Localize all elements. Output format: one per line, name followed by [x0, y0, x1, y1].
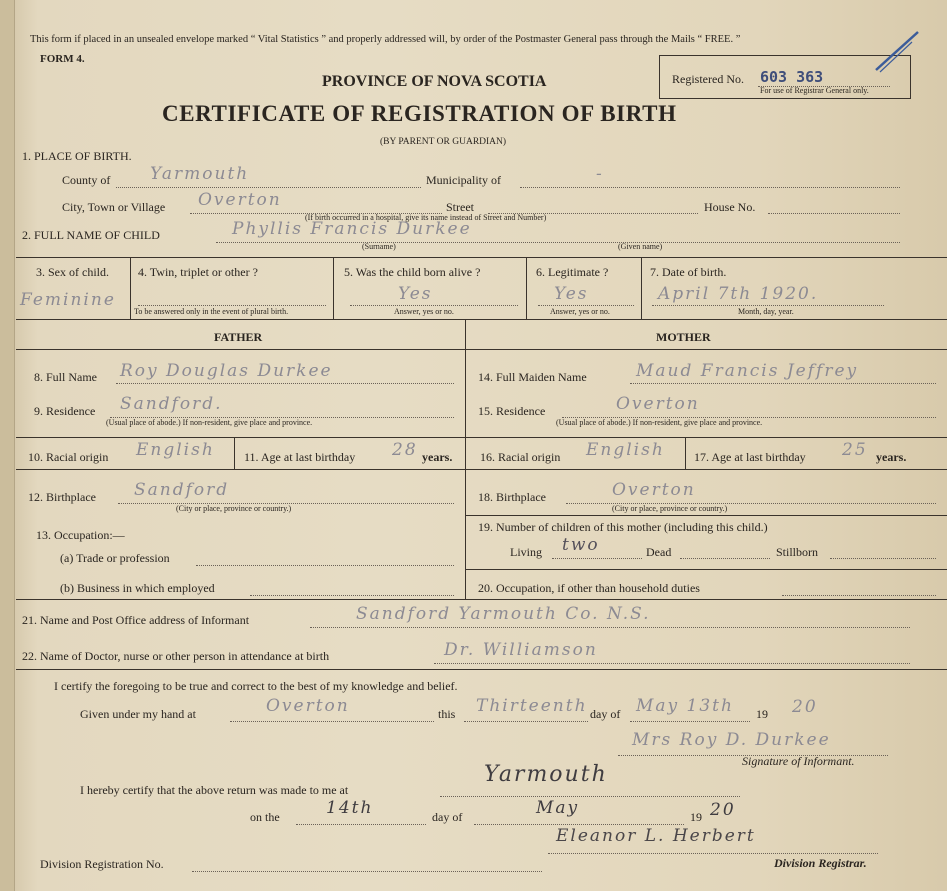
registrar-day-line — [296, 824, 426, 825]
mother-residence-note: (Usual place of abode.) If non-resident, give place and province. — [556, 418, 763, 427]
col-divider-4 — [641, 257, 642, 319]
month-line — [630, 721, 750, 722]
registrar-year-prefix: 19 — [690, 810, 702, 824]
division-registrar-label: Division Registrar. — [774, 856, 867, 870]
informant-line — [310, 627, 910, 628]
father-birthplace-value: Sandford — [134, 480, 230, 500]
this-line — [464, 721, 588, 722]
registrar-signature-line — [548, 853, 878, 854]
child-name-line — [216, 242, 900, 243]
mother-occupation-line — [782, 595, 936, 596]
given-label: Given under my hand at — [80, 707, 196, 721]
dead-line — [680, 558, 770, 559]
twin-line — [138, 305, 326, 306]
registrar-place-line — [440, 796, 740, 797]
city-value: Overton — [198, 190, 282, 210]
twin-note: To be answered only in the event of plural birth. — [134, 307, 289, 316]
col-divider-2 — [333, 257, 334, 319]
mother-age-divider — [685, 437, 686, 469]
living-label: Living — [510, 545, 542, 559]
date-value: April 7th 1920. — [658, 284, 819, 304]
street-label: Street — [446, 200, 474, 214]
father-business-label: (b) Business in which employed — [60, 581, 215, 595]
given-place-line — [230, 721, 434, 722]
father-racial-label: 10. Racial origin — [28, 450, 109, 464]
informant-signature-label: Signature of Informant. — [742, 754, 855, 768]
mother-heading: MOTHER — [656, 330, 711, 344]
registrar-text: I hereby certify that the above return was made to me at — [80, 783, 349, 797]
this-value: Thirteenth — [476, 696, 588, 716]
given-name-note: (Given name) — [618, 242, 663, 251]
doctor-label: 22. Name of Doctor, nurse or other person in attendance at birth — [22, 649, 330, 663]
mother-birthplace-note: (City or place, province or country.) — [612, 504, 728, 513]
form-number: FORM 4. — [40, 53, 85, 65]
alive-note: Answer, yes or no. — [394, 307, 454, 316]
col-divider-1 — [130, 257, 131, 319]
alive-line — [350, 305, 518, 306]
province-heading: PROVINCE OF NOVA SCOTIA — [322, 73, 547, 90]
year-value: 20 — [792, 697, 818, 717]
doctor-line — [434, 663, 910, 664]
occupation-divider — [465, 569, 947, 570]
city-label: City, Town or Village — [62, 200, 166, 214]
dead-label: Dead — [646, 545, 672, 559]
child-name-label: 2. FULL NAME OF CHILD — [22, 228, 160, 242]
legit-value: Yes — [554, 284, 589, 304]
registrar-day-value: 14th — [326, 798, 374, 818]
child-name-value: Phyllis Francis Durkee — [232, 219, 472, 239]
surname-note: (Surname) — [362, 242, 396, 251]
year-prefix: 19 — [756, 707, 768, 721]
father-name-value: Roy Douglas Durkee — [120, 361, 333, 381]
informant-label: 21. Name and Post Office address of Informant — [22, 613, 250, 627]
racial-divider-bottom — [16, 469, 947, 470]
father-trade-label: (a) Trade or profession — [60, 551, 170, 565]
registrar-year-value: 20 — [710, 800, 736, 820]
pen-mark-icon — [872, 26, 924, 78]
mother-racial-label: 16. Racial origin — [480, 450, 561, 464]
children-label: 19. Number of children of this mother (including this child.) — [478, 520, 768, 534]
county-line — [116, 187, 421, 188]
registrar-signature: Eleanor L. Herbert — [556, 826, 756, 846]
registrar-month-line — [474, 824, 684, 825]
alive-label: 5. Was the child born alive ? — [344, 265, 481, 279]
father-age-label: 11. Age at last birthday — [244, 450, 356, 464]
father-heading: FATHER — [214, 330, 263, 344]
stillborn-line — [830, 558, 936, 559]
father-residence-label: 9. Residence — [34, 404, 96, 418]
sex-value: Feminine — [20, 290, 116, 310]
registrar-month-value: May — [536, 798, 580, 818]
registrar-place-value: Yarmouth — [484, 762, 608, 787]
mother-age-unit: years. — [876, 450, 907, 464]
parents-center-divider — [465, 319, 466, 599]
mother-residence-value: Overton — [616, 394, 700, 414]
father-occupation-label: 13. Occupation:— — [36, 528, 125, 542]
informant-value: Sandford Yarmouth Co. N.S. — [356, 604, 651, 624]
father-age-value: 28 — [392, 440, 418, 460]
hospital-note: (If birth occurred in a hospital, give its name instead of Street and Number) — [305, 213, 547, 222]
municipality-label: Municipality of — [426, 173, 501, 187]
date-note: Month, day, year. — [738, 307, 794, 316]
house-label: House No. — [704, 200, 756, 214]
division-registration-line — [192, 871, 542, 872]
father-age-divider — [234, 437, 235, 469]
mother-residence-label: 15. Residence — [478, 404, 546, 418]
doctor-value: Dr. Williamson — [444, 640, 598, 660]
row-divider-bottom — [16, 319, 947, 320]
father-racial-value: English — [136, 440, 215, 460]
father-birthplace-label: 12. Birthplace — [28, 490, 96, 504]
living-line — [552, 558, 642, 559]
certificate-subtitle: (BY PARENT OR GUARDIAN) — [380, 137, 507, 147]
parents-bottom-divider — [16, 599, 947, 600]
mother-birthplace-value: Overton — [612, 480, 696, 500]
mailing-notice: This form if placed in an unsealed envelope marked “ Vital Statistics ” and properly addressed will, by order of the Postmaster General pass through the Mails “ FREE. ” — [30, 34, 741, 45]
mother-name-label: 14. Full Maiden Name — [478, 370, 587, 384]
place-heading: 1. PLACE OF BIRTH. — [22, 149, 132, 163]
certify-text: I certify the foregoing to be true and correct to the best of my knowledge and belief. — [54, 679, 458, 693]
col-divider-3 — [526, 257, 527, 319]
father-name-line — [116, 383, 454, 384]
date-label: 7. Date of birth. — [650, 265, 727, 279]
certificate-title: CERTIFICATE OF REGISTRATION OF BIRTH — [162, 101, 677, 126]
stillborn-label: Stillborn — [776, 545, 819, 559]
registrar-note: For use of Registrar General only. — [760, 86, 869, 95]
alive-value: Yes — [398, 284, 433, 304]
legit-line — [538, 305, 634, 306]
informant-signature: Mrs Roy D. Durkee — [632, 730, 831, 750]
father-birthplace-note: (City or place, province or country.) — [176, 504, 292, 513]
mother-age-label: 17. Age at last birthday — [694, 450, 806, 464]
certify-divider — [16, 669, 947, 670]
mother-occupation-label: 20. Occupation, if other than household duties — [478, 581, 700, 595]
county-label: County of — [62, 173, 111, 187]
given-place-value: Overton — [266, 696, 350, 716]
twin-label: 4. Twin, triplet or other ? — [138, 265, 258, 279]
division-registration-label: Division Registration No. — [40, 857, 164, 871]
father-residence-value: Sandford. — [120, 394, 223, 414]
living-value: two — [562, 535, 600, 555]
month-value: May 13th — [636, 696, 734, 716]
municipality-value: - — [596, 164, 604, 184]
house-line — [768, 213, 900, 214]
children-divider — [465, 515, 947, 516]
paper-binding-edge — [0, 0, 15, 891]
mother-birthplace-label: 18. Birthplace — [478, 490, 546, 504]
legit-note: Answer, yes or no. — [550, 307, 610, 316]
registrar-on-label: on the — [250, 810, 280, 824]
racial-divider-top — [16, 437, 947, 438]
mother-age-value: 25 — [842, 440, 868, 460]
father-business-line — [250, 595, 454, 596]
registered-label: Registered No. — [672, 72, 744, 86]
county-value: Yarmouth — [150, 164, 250, 184]
mother-racial-value: English — [586, 440, 665, 460]
legit-label: 6. Legitimate ? — [536, 265, 609, 279]
father-age-unit: years. — [422, 450, 453, 464]
registrar-day-of-label: day of — [432, 810, 463, 824]
mother-name-line — [630, 383, 936, 384]
registered-number: 603 363 — [760, 68, 824, 86]
sex-label: 3. Sex of child. — [36, 265, 109, 279]
parents-divider — [16, 349, 947, 350]
mother-name-value: Maud Francis Jeffrey — [636, 361, 859, 381]
municipality-line — [520, 187, 900, 188]
father-trade-line — [196, 565, 454, 566]
day-of-label: day of — [590, 707, 621, 721]
date-line — [652, 305, 884, 306]
this-label: this — [438, 707, 456, 721]
row-divider-top — [16, 257, 947, 258]
father-name-label: 8. Full Name — [34, 370, 97, 384]
father-residence-note: (Usual place of abode.) If non-resident, give place and province. — [106, 418, 313, 427]
